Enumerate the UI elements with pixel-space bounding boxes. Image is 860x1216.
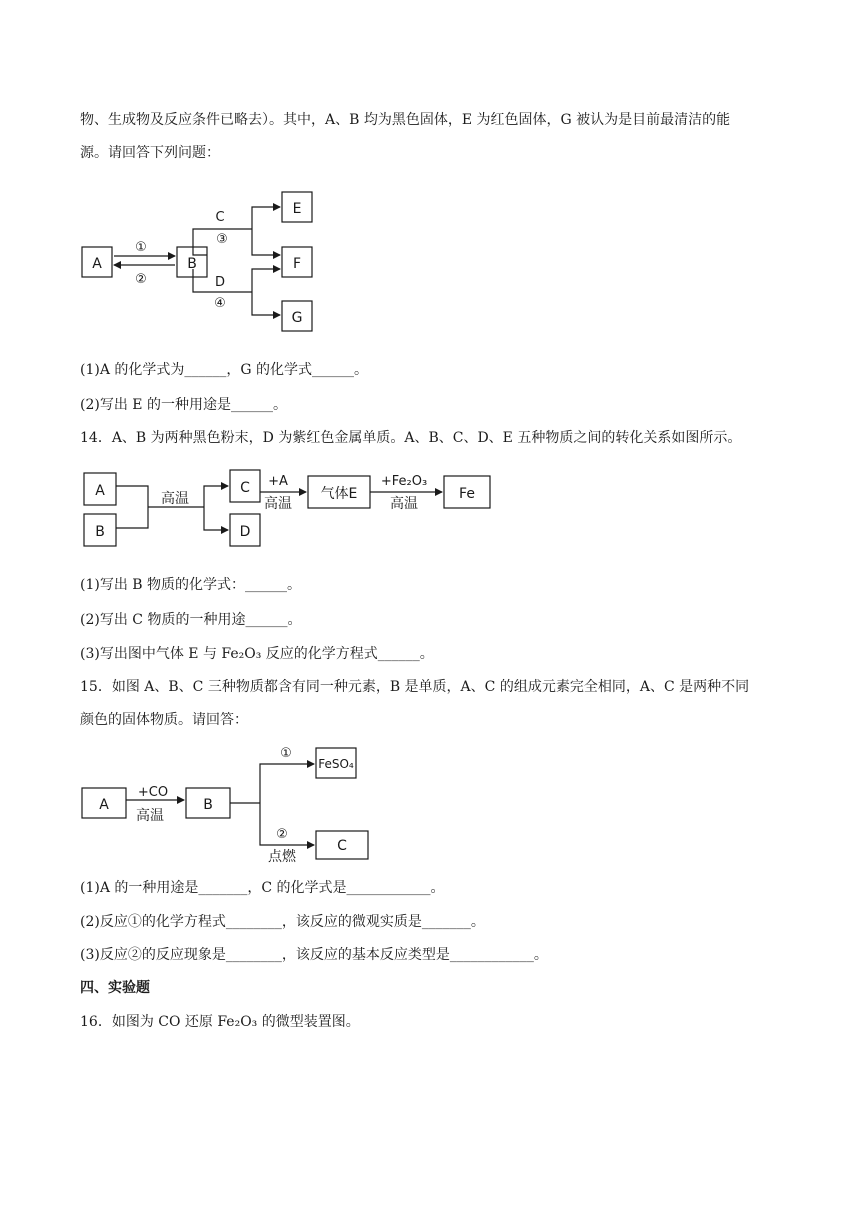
- q16-stem: 16．如图为 CO 还原 Fe₂O₃ 的微型装置图。: [80, 1014, 360, 1030]
- q15-plus-co: +CO: [137, 785, 169, 800]
- q13-label-a: A: [92, 256, 102, 272]
- q13-label-g: G: [291, 310, 303, 326]
- q14-flow-diagram: [0, 470, 860, 550]
- q15-reaction-2: ②: [276, 827, 288, 842]
- q14-part-2: (2)写出 C 物质的一种用途______。: [80, 612, 302, 628]
- q13-reaction-1: ①: [135, 240, 147, 255]
- q13-label-c: C: [215, 210, 225, 225]
- q15-part-1: (1)A 的一种用途是_______，C 的化学式是____________。: [80, 880, 445, 896]
- q13-part-2: (2)写出 E 的一种用途是______。: [80, 397, 287, 413]
- q14-stem: 14．A、B 为两种黑色粉末，D 为紫红色金属单质。A、B、C、D、E 五种物质之间的转化关系如图所示。: [80, 430, 742, 446]
- section-4-title: 四、实验题: [80, 980, 150, 996]
- q15-label-c: C: [337, 838, 347, 854]
- q15-flow-diagram: [0, 740, 860, 865]
- q13-reaction-2: ②: [135, 272, 147, 287]
- q14-cond-high-temp-3: 高温: [390, 496, 418, 512]
- q13-reaction-4: ④: [214, 296, 226, 311]
- q15-reaction-1: ①: [280, 746, 292, 761]
- q13-arrow-to-g: [252, 292, 280, 315]
- q15-stem-line-1: 15．如图 A、B、C 三种物质都含有同一种元素，B 是单质，A、C 的组成元素完全相同，A、C 是两种不同: [80, 679, 750, 695]
- q13-intro-line-1: 物、生成物及反应条件已略去）。其中，A、B 均为黑色固体，E 为红色固体，G 被认为是目前最清洁的能: [80, 112, 731, 128]
- q14-label-fe: Fe: [459, 486, 475, 502]
- q14-arrow-to-d: [204, 507, 228, 530]
- q15-cond-high-temp: 高温: [136, 808, 164, 824]
- q13-part-1: (1)A 的化学式为______，G 的化学式______。: [80, 362, 369, 378]
- q14-label-d: D: [239, 524, 251, 540]
- q14-label-c: C: [240, 480, 250, 496]
- q13-arrow-c-to-f: [252, 229, 280, 255]
- q14-label-a: A: [95, 483, 105, 499]
- q15-part-3: (3)反应②的反应现象是________，该反应的基本反应类型是____________。: [80, 947, 548, 963]
- q15-cond-ignite: 点燃: [268, 849, 296, 865]
- q14-cond-high-temp-1: 高温: [161, 491, 189, 507]
- q15-label-b: B: [203, 797, 213, 813]
- q14-label-b: B: [95, 524, 105, 540]
- q13-label-f: F: [292, 256, 302, 272]
- q14-plus-a: +A: [268, 474, 288, 489]
- q13-reaction-3: ③: [216, 232, 228, 247]
- q13-label-b: B: [187, 256, 197, 272]
- q15-label-a: A: [99, 797, 109, 813]
- q14-part-1: (1)写出 B 物质的化学式：______。: [80, 577, 302, 593]
- q14-merge-bracket: [116, 486, 148, 528]
- q13-flow-diagram: [0, 185, 860, 335]
- q15-part-2: (2)反应①的化学方程式________，该反应的微观实质是_______。: [80, 914, 485, 930]
- q14-plus-fe2o3: +Fe₂O₃: [380, 474, 428, 489]
- q14-part-3: (3)写出图中气体 E 与 Fe₂O₃ 反应的化学方程式______。: [80, 646, 434, 662]
- q13-label-e: E: [292, 201, 302, 217]
- q13-arrow-d-to-f: [252, 269, 280, 292]
- q14-cond-high-temp-2: 高温: [264, 496, 292, 512]
- q15-stem-line-2: 颜色的固体物质。请回答：: [80, 712, 248, 728]
- q13-intro-line-2: 源。请回答下列问题：: [80, 145, 220, 161]
- q14-label-gas-e: 气体E: [320, 486, 358, 502]
- q13-arrow-to-e: [252, 207, 280, 229]
- q15-arrow-to-feso4: [260, 764, 314, 803]
- q14-arrow-to-c: [204, 486, 228, 507]
- q15-label-feso4: FeSO₄: [318, 757, 354, 771]
- q13-label-d: D: [214, 275, 226, 290]
